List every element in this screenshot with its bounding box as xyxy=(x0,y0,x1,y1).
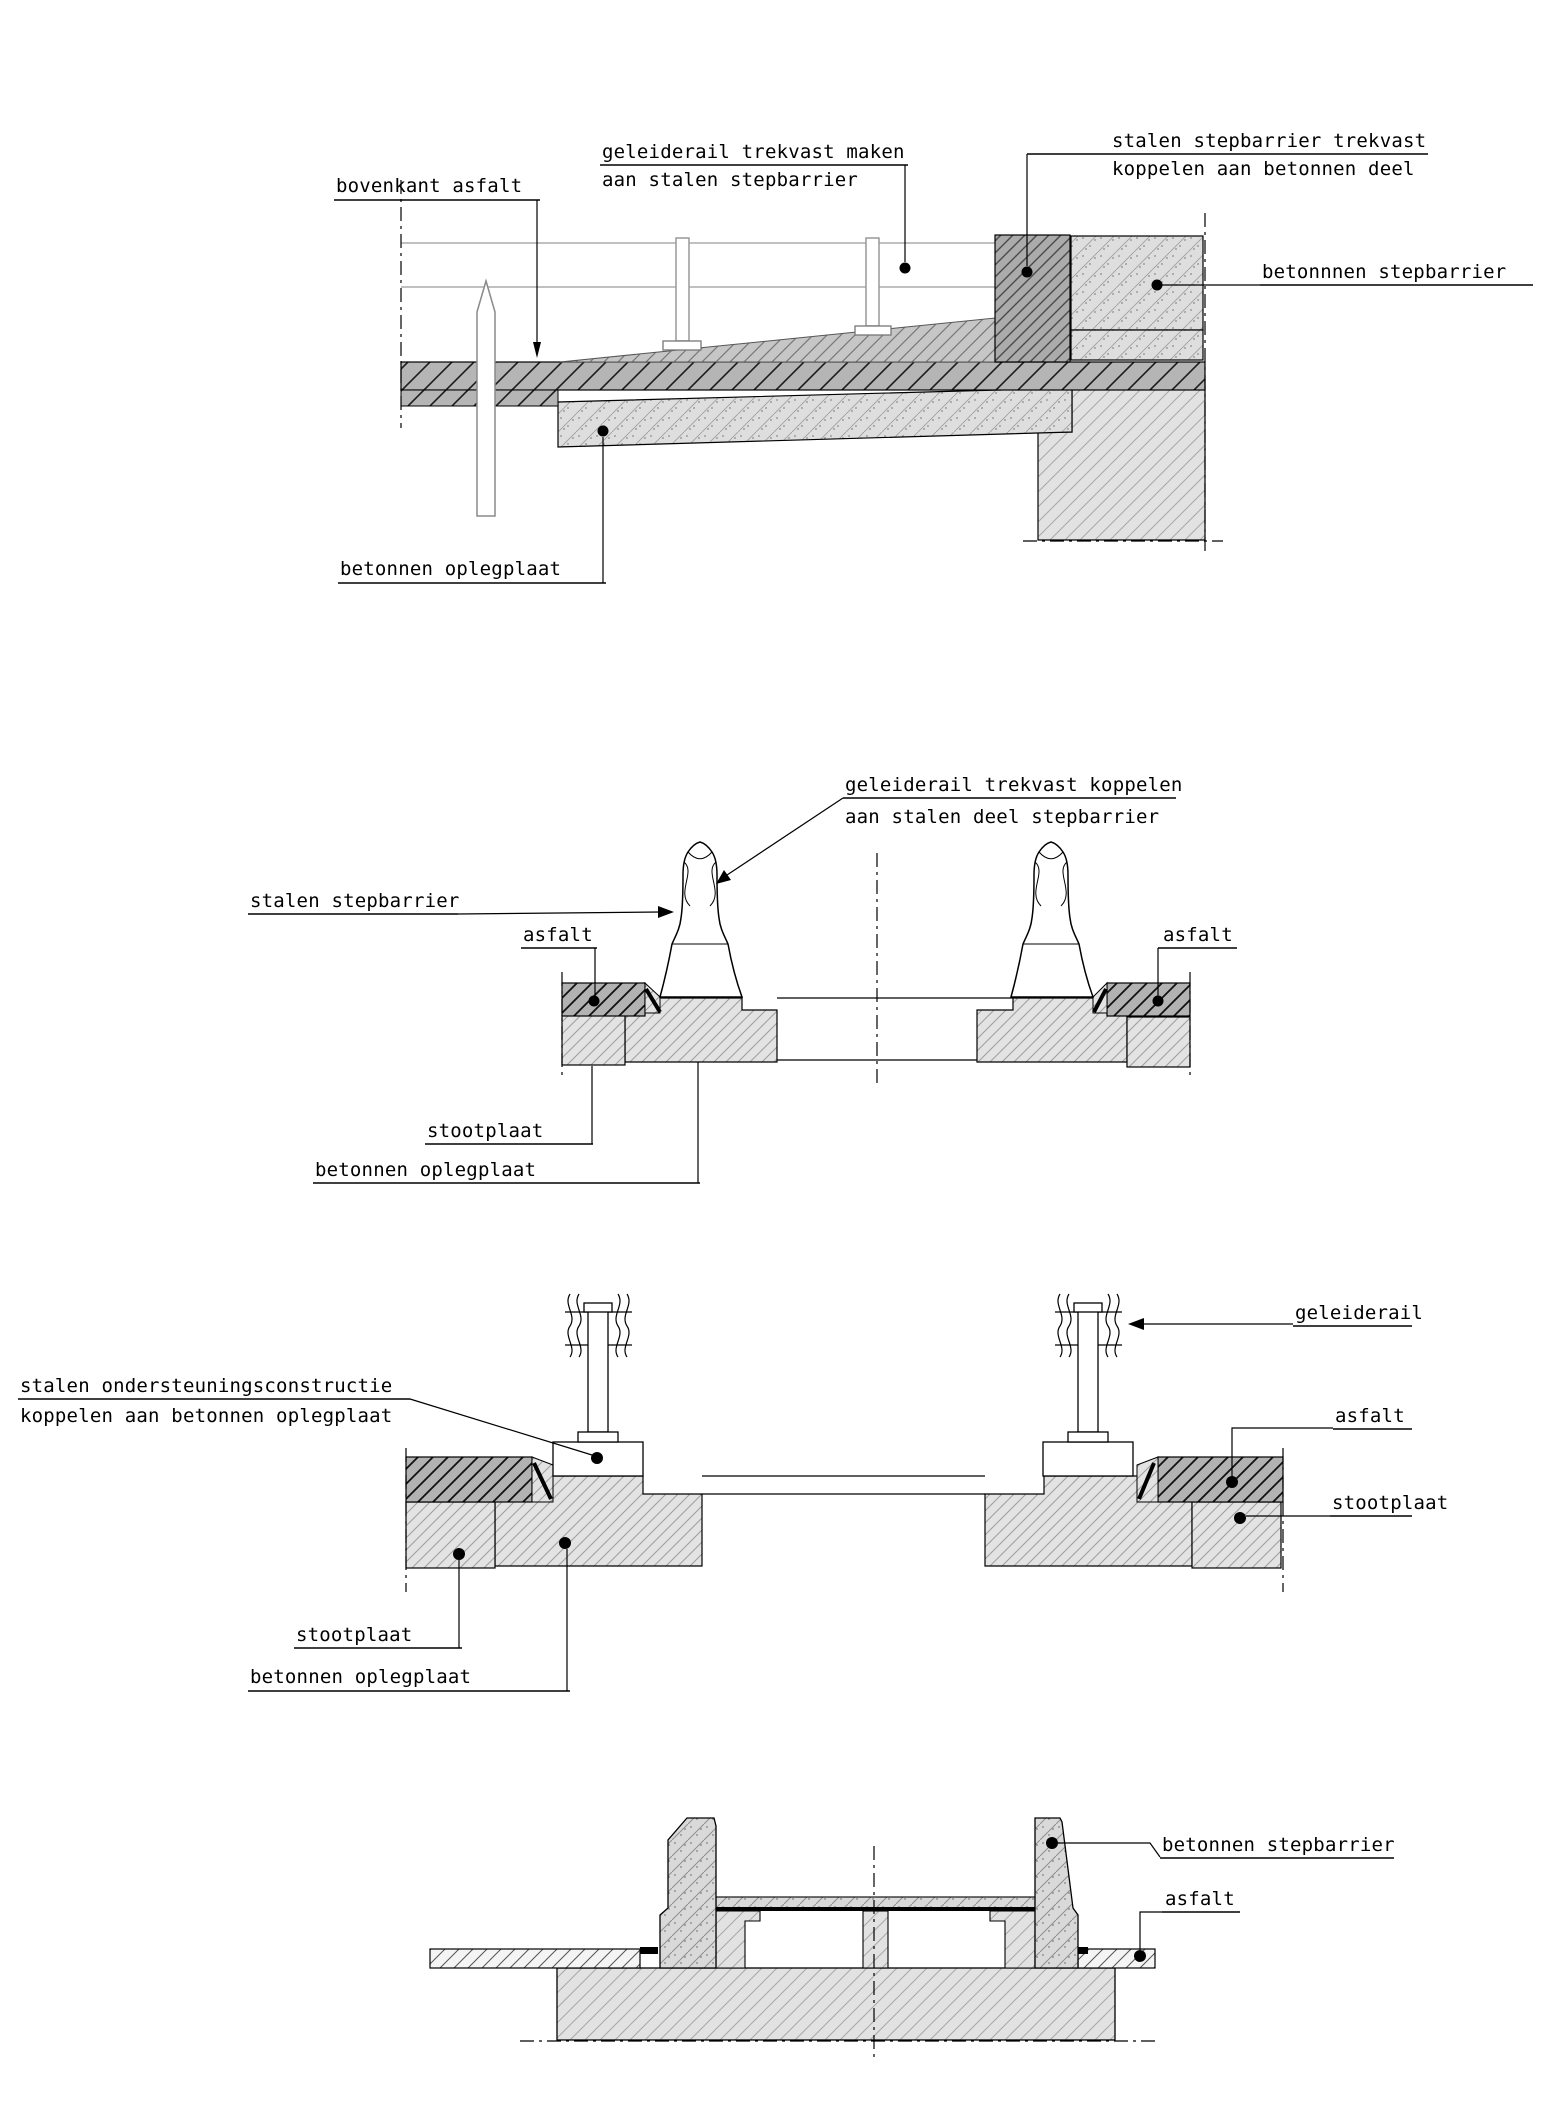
callout-text: asfalt xyxy=(1165,1888,1235,1910)
steel-stepbarrier-right xyxy=(1011,842,1093,997)
guardrail-post-plate xyxy=(855,326,891,335)
leader-arrowhead xyxy=(658,906,674,918)
leader-dot xyxy=(589,996,600,1007)
callout-asphalt-top xyxy=(334,175,541,358)
impact-slab-right xyxy=(1192,1502,1281,1568)
callout-text: geleiderail xyxy=(1295,1302,1424,1324)
callout-support-slab xyxy=(338,426,609,584)
guiderail-post-right xyxy=(1055,1294,1122,1442)
callout-text: koppelen aan betonnen oplegplaat xyxy=(20,1405,393,1427)
leader-dot xyxy=(900,263,911,274)
callout-text: betonnen oplegplaat xyxy=(315,1159,537,1181)
callout-impact-slab xyxy=(425,1066,593,1144)
steel-stepbarrier-left xyxy=(660,842,742,997)
steel-stepbarrier-slab xyxy=(995,235,1070,362)
callout-text: asfalt xyxy=(1335,1405,1405,1427)
section-side-view xyxy=(334,130,1533,583)
asphalt-layer xyxy=(401,362,1205,390)
foundation-slab xyxy=(557,1968,1115,2040)
sloped-deck-wedge xyxy=(560,318,995,362)
callout-steel-stepbarrier xyxy=(248,890,674,918)
leader-dot xyxy=(1134,1950,1146,1962)
callout-guiderail xyxy=(1128,1302,1423,1330)
callout-text: geleiderail trekvast koppelen xyxy=(845,774,1183,796)
leader-arrowhead xyxy=(1128,1318,1144,1330)
asphalt-right xyxy=(1107,983,1190,1016)
callout-text: betonnen oplegplaat xyxy=(340,558,562,580)
guiderail-post-left xyxy=(565,1294,632,1442)
asphalt-left xyxy=(406,1457,532,1502)
leader-dot xyxy=(1152,280,1163,291)
section-guiderail-support xyxy=(18,1294,1448,1691)
callout-text: stalen ondersteuningsconstructie xyxy=(20,1375,393,1397)
concrete-stepbarrier-lower xyxy=(1071,330,1203,360)
deck-plate xyxy=(716,1897,1035,1908)
concrete-stepbarrier-left xyxy=(660,1818,716,1968)
callout-text: bovenkant asfalt xyxy=(336,175,523,197)
callout-text: aan stalen deel stepbarrier xyxy=(845,806,1160,828)
joint-seal-left xyxy=(640,1947,658,1954)
leader-dot xyxy=(453,1548,465,1560)
callout-text: stalen stepbarrier xyxy=(250,890,460,912)
asphalt-right xyxy=(1158,1457,1283,1502)
asphalt-left xyxy=(562,983,645,1016)
deck-wall-right xyxy=(990,1911,1035,1968)
leader-dot xyxy=(1022,267,1033,278)
leader-dot xyxy=(591,1452,603,1464)
callout-text: aan stalen stepbarrier xyxy=(602,169,859,191)
callout-concrete-barrier xyxy=(1046,1834,1395,1858)
guardrail-post-plate xyxy=(663,341,701,350)
callout-text: betonnen stepbarrier xyxy=(1162,1834,1395,1856)
deck-pier-center xyxy=(863,1911,888,1968)
leader-arrowhead xyxy=(716,870,731,884)
callout-text: stootplaat xyxy=(296,1624,413,1646)
impact-slab-left xyxy=(406,1502,495,1568)
callout-text: betonnen oplegplaat xyxy=(250,1666,472,1688)
road-surface-left xyxy=(430,1949,640,1968)
callout-concrete-barrier xyxy=(1152,261,1534,291)
callout-rail-connection xyxy=(716,774,1183,884)
section-steel-stepbarrier xyxy=(248,774,1237,1183)
callout-text: geleiderail trekvast maken xyxy=(602,141,905,163)
impact-slab-left xyxy=(562,1015,625,1065)
callout-text: koppelen aan betonnen deel xyxy=(1112,158,1415,180)
callout-guiderail xyxy=(600,141,911,274)
callout-text: betonnnen stepbarrier xyxy=(1262,261,1507,283)
leader-dot xyxy=(1153,996,1164,1007)
leader-dot xyxy=(1234,1512,1246,1524)
callout-text: stootplaat xyxy=(427,1120,544,1142)
guardrail-post xyxy=(866,238,879,326)
joint-seal-right xyxy=(1078,1947,1088,1954)
guardrail-post xyxy=(676,238,689,341)
leader-arrowhead xyxy=(533,342,541,358)
impact-slab-right xyxy=(1127,1017,1190,1067)
leader-dot xyxy=(559,1537,571,1549)
callout-text: stalen stepbarrier trekvast xyxy=(1112,130,1427,152)
support-slab xyxy=(558,388,1072,447)
leader-dot xyxy=(598,426,609,437)
callout-support-construction xyxy=(18,1375,603,1464)
callout-text: stootplaat xyxy=(1332,1492,1449,1514)
leader-dot xyxy=(1046,1837,1058,1849)
section-concrete-stepbarrier xyxy=(430,1818,1395,2058)
callout-text: asfalt xyxy=(523,924,593,946)
leader-dot xyxy=(1226,1476,1238,1488)
reference-marker xyxy=(477,281,495,516)
concrete-stepbarrier-upper xyxy=(1071,236,1203,330)
steel-support-box-right xyxy=(1043,1442,1133,1476)
deck-wall-left xyxy=(716,1911,760,1968)
callout-text: asfalt xyxy=(1163,924,1233,946)
